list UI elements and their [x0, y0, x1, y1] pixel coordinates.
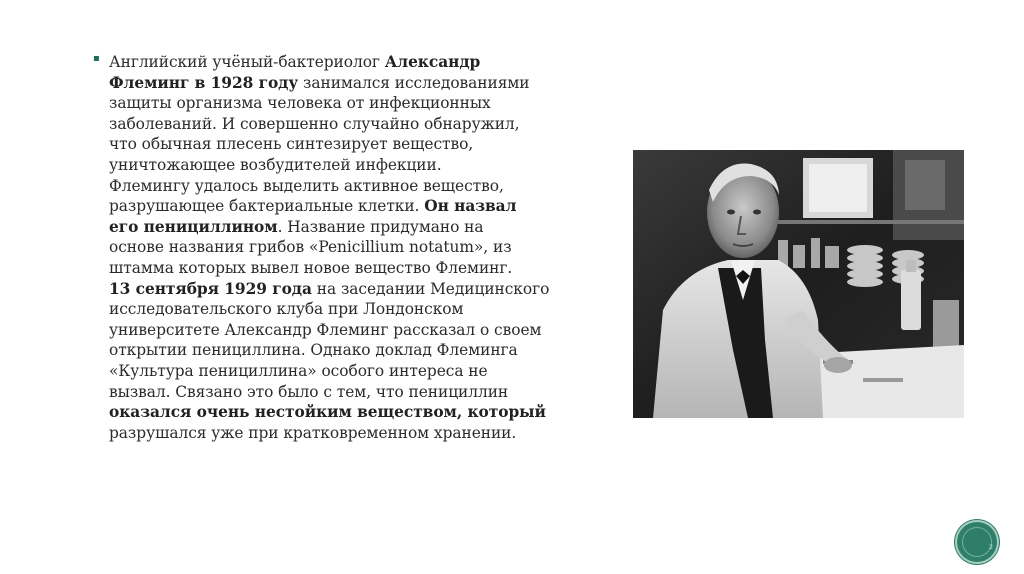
badge-ring: [962, 527, 992, 557]
text-run: исследовательского клуба при Лондонском: [109, 300, 464, 319]
text-run: защиты организма человека от инфекционных: [109, 94, 491, 113]
paragraph-line: [109, 340, 613, 361]
paragraph-line: [109, 279, 613, 300]
text-run: основе названия грибов «Penicillium notatum», из: [109, 238, 512, 257]
bold-text: Флеминг в 1928 году: [109, 73, 299, 92]
text-run: разрушался уже при кратковременном хранении.: [109, 423, 517, 442]
paragraph-line: [109, 52, 613, 73]
text-run: на заседании Медицинского: [311, 279, 550, 298]
slide-number-badge[interactable]: [957, 522, 997, 562]
text-run: открытии пенициллина. Однако доклад Флеминга: [109, 341, 518, 360]
bold-text: Он назвал: [424, 197, 517, 216]
text-run: . Название придумано на: [277, 217, 484, 236]
text-run: «Культура пенициллина» особого интереса не: [109, 361, 488, 380]
paragraph-line: [109, 176, 613, 197]
scientist-portrait-photo: [633, 150, 964, 418]
paragraph-line: [109, 93, 613, 114]
text-run: штамма которых вывел новое вещество Флеминг.: [109, 258, 513, 277]
bold-text: его пенициллином: [109, 217, 278, 236]
paragraph-line: [109, 361, 613, 382]
text-run: уничтожающее возбудителей инфекции.: [109, 155, 442, 174]
text-run: разрушающее бактериальные клетки.: [109, 197, 425, 216]
bold-text: оказался очень нестойким веществом, который: [109, 403, 546, 422]
paragraph-line: [109, 114, 613, 135]
paragraph-line: [109, 155, 613, 176]
bold-text: Александр: [384, 53, 481, 71]
portrait-photo-icon: [633, 150, 964, 418]
paragraph-line: [109, 196, 613, 217]
paragraph-line: [109, 382, 613, 403]
paragraph-line: [109, 320, 613, 341]
bullet-paragraph: [93, 52, 613, 443]
paragraph-line: [109, 134, 613, 155]
text-run: Английский учёный-бактериолог: [109, 53, 385, 71]
paragraph-line: [109, 217, 613, 238]
paragraph-line: [109, 73, 613, 94]
paragraph-line: [109, 258, 613, 279]
text-run: университете Александр Флеминг рассказал о своем: [109, 320, 542, 339]
bullet-marker: ▪: [93, 53, 100, 64]
paragraph-text: [109, 52, 613, 443]
paragraph-line: [109, 237, 613, 258]
text-run: что обычная плесень синтезирует вещество,: [109, 135, 474, 154]
text-run: вызвал. Связано это было с тем, что пенициллин: [109, 382, 509, 401]
paragraph-line: [109, 299, 613, 320]
text-run: Флемингу удалось выделить активное вещество,: [109, 176, 504, 195]
paragraph-line: [109, 423, 613, 444]
text-run: занимался исследованиями: [298, 73, 530, 92]
paragraph-line: [109, 402, 613, 423]
bold-text: 13 сентября 1929 года: [109, 279, 312, 298]
text-run: заболеваний. И совершенно случайно обнаружил,: [109, 114, 520, 133]
slide-number: 2: [989, 544, 993, 551]
